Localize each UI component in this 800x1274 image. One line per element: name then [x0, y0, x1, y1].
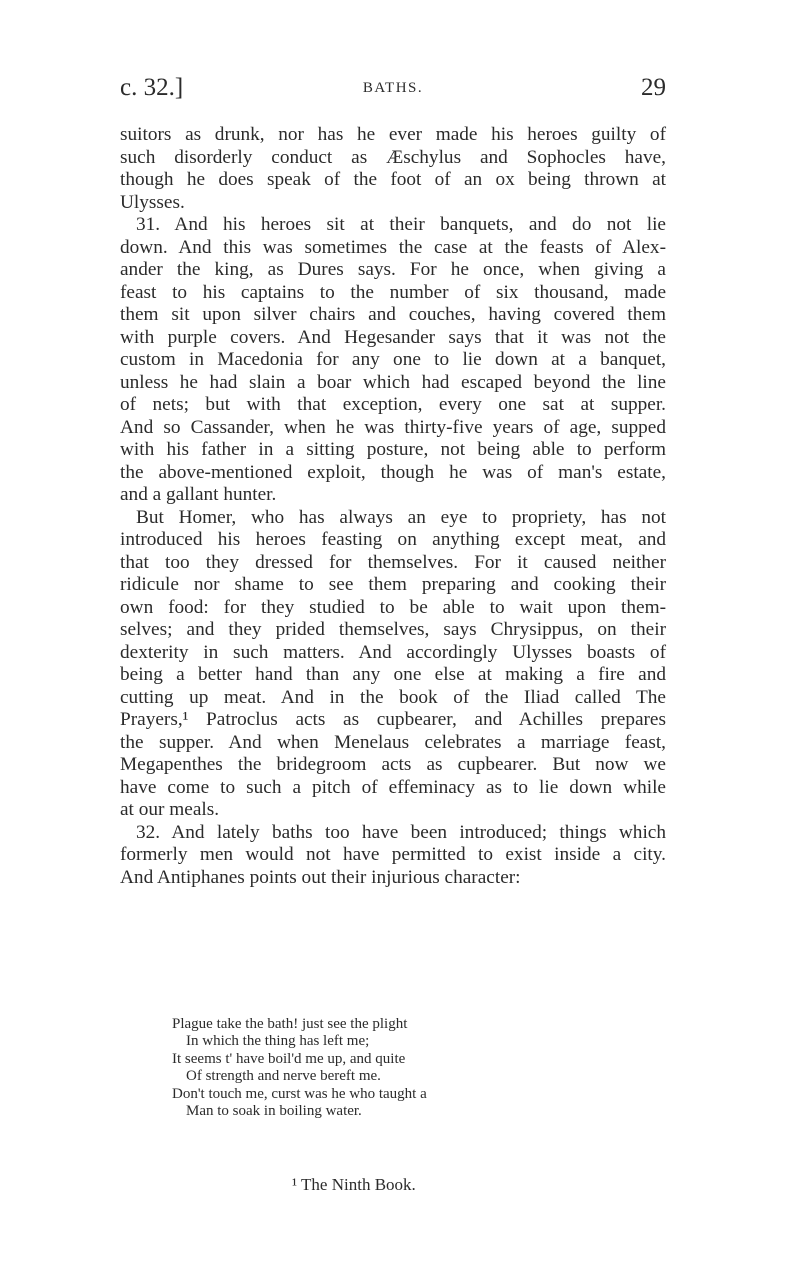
text-line: own food: for they studied to be able to wait upon them-	[120, 596, 666, 618]
text-line: have come to such a pitch of effeminacy as to lie down while	[120, 776, 666, 798]
footnote: ¹ The Ninth Book.	[292, 1175, 416, 1194]
text-line: them sit upon silver chairs and couches, having covered them	[120, 304, 666, 325]
text-line: Ulysses.	[120, 191, 185, 213]
text-line: down. And this was sometimes the case at the feasts of Alex-	[120, 236, 666, 258]
text-line: 32. And lately baths too have been introduced; things which	[136, 821, 666, 843]
text-line: suitors as drunk, nor has he ever made his heroes guilty of	[120, 124, 666, 145]
running-header	[120, 74, 666, 114]
text-line: with purple covers. And Hegesander says that it was not the	[120, 326, 666, 348]
text-line: the above-mentioned exploit, though he was of man's estate,	[120, 461, 666, 483]
text-line: dexterity in such matters. And accordingly Ulysses boasts of	[120, 641, 666, 663]
text-line: Megapenthes the bridegroom acts as cupbearer. But now we	[120, 754, 666, 775]
text-line: such disorderly conduct as Æschylus and Sophocles have,	[120, 146, 666, 168]
verse-line: Of strength and nerve bereft me.	[186, 1068, 381, 1085]
verse-line: It seems t' have boil'd me up, and quite	[172, 1050, 406, 1067]
text-line: though he does speak of the foot of an ox being thrown at	[120, 169, 666, 190]
chapter-reference: c. 32.]	[120, 74, 184, 101]
body-text	[120, 124, 666, 889]
text-line: ander the king, as Dures says. For he once, when giving a	[120, 259, 666, 280]
text-line: formerly men would not have permitted to exist inside a city.	[120, 844, 666, 865]
text-line: unless he had slain a boar which had escaped beyond the line	[120, 371, 666, 393]
text-line: with his father in a sitting posture, not being able to perform	[120, 439, 666, 460]
verse-quotation	[172, 1016, 632, 1120]
text-line: cutting up meat. And in the book of the Iliad called The	[120, 686, 666, 708]
text-line: custom in Macedonia for any one to lie down at a banquet,	[120, 349, 666, 370]
verse-line: Don't touch me, curst was he who taught a	[172, 1085, 427, 1102]
verse-line: In which the thing has left me;	[186, 1033, 370, 1050]
text-line: ridicule nor shame to see them preparing and cooking their	[120, 574, 666, 595]
text-line: feast to his captains to the number of six thousand, made	[120, 281, 666, 303]
text-line: of nets; but with that exception, every one sat at supper.	[120, 394, 666, 415]
text-line: And so Cassander, when he was thirty-five years of age, supped	[120, 416, 666, 438]
running-title: BATHS.	[362, 80, 424, 96]
verse-line: Man to soak in boiling water.	[186, 1102, 362, 1119]
verse-line: Plague take the bath! just see the plight	[172, 1016, 408, 1032]
text-line: the supper. And when Menelaus celebrates a marriage feast,	[120, 731, 666, 753]
text-line: being a better hand than any one else at making a fire and	[120, 664, 666, 685]
text-line: But Homer, who has always an eye to propriety, has not	[136, 506, 666, 528]
text-line: And Antiphanes points out their injurious character:	[120, 866, 521, 888]
text-line: Prayers,¹ Patroclus acts as cupbearer, and Achilles prepares	[120, 709, 666, 730]
page-number: 29	[641, 74, 666, 101]
text-line: 31. And his heroes sit at their banquets, and do not lie	[136, 214, 666, 235]
text-line: that too they dressed for themselves. For it caused neither	[120, 551, 666, 573]
text-line: at our meals.	[120, 799, 220, 820]
text-line: selves; and they prided themselves, says Chrysippus, on their	[120, 619, 666, 640]
text-line: and a gallant hunter.	[120, 484, 277, 505]
text-line: introduced his heroes feasting on anything except meat, and	[120, 529, 666, 550]
